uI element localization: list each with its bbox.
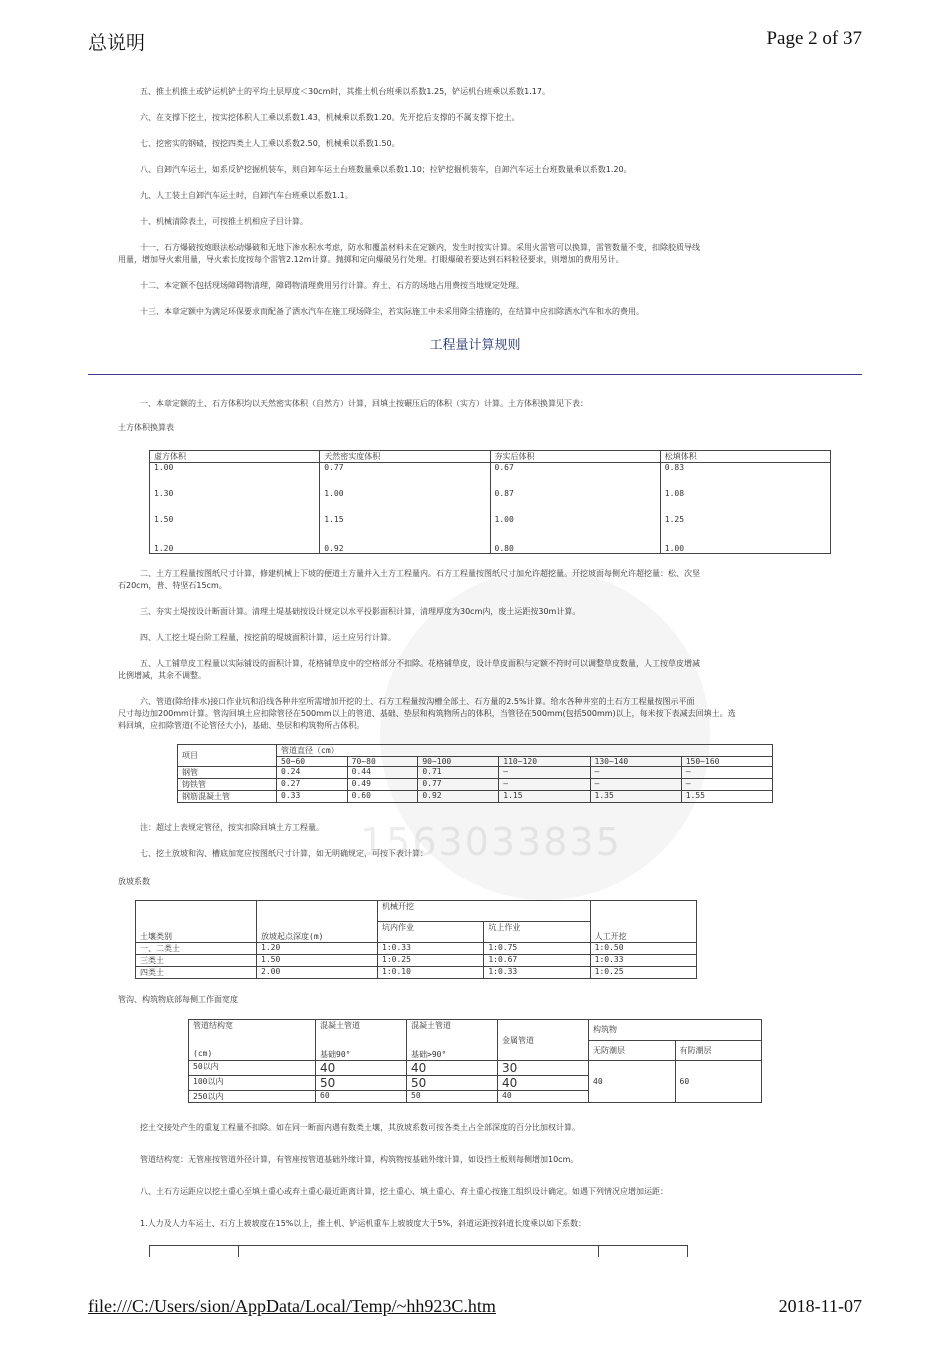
table-cell: 0.80 [490, 541, 660, 554]
table-header: 坑内作业 [378, 922, 484, 943]
para: 十三、本章定额中为满足环保要求而配备了洒水汽车在施工现场降尘，若实际施工中未采用降尘措施的，在结算中应扣除洒水汽车和水的费用。 [140, 307, 644, 316]
table-header: 有防潮层 [675, 1040, 762, 1061]
table-cell: 1:0.50 [590, 943, 696, 955]
table-header: 90~100 [418, 757, 499, 767]
page-number: Page 2 of 37 [766, 28, 862, 49]
table-cell: 100以内 [189, 1076, 316, 1091]
table-header [316, 1020, 407, 1061]
volume-conversion-table [149, 450, 831, 554]
para: 用量，增加导火索用量，导火索长度按每个雷管2.12m计算。抛掷和定向爆破另行处理。打眼爆破若要达到石料粒径要求，则增加的费用另计。 [118, 255, 624, 264]
table-cell: 0.92 [418, 791, 499, 803]
table-border [598, 1245, 599, 1257]
para: 挖土交接处产生的重复工程量不扣除。如在同一断面内遇有数类土壤，其放坡系数可按各类土占全部深度的百分比加权计算。 [140, 1123, 580, 1132]
table-cell: 250以内 [189, 1091, 316, 1103]
table-header: 人工开挖 [590, 901, 696, 943]
table-header: 天然密实度体积 [320, 451, 490, 463]
table-cell: — [499, 767, 590, 779]
para: 五、人工铺草皮工程量以实际铺设的面积计算，花格铺草皮中的空格部分不扣除。花格铺草皮，设计草皮面积与定额不符时可以调整草皮数量，人工按草皮增减 [140, 659, 700, 668]
table-header [189, 1020, 316, 1061]
note: 注：超过上表规定管径，按实扣除回填土方工程量。 [140, 823, 324, 832]
para: 七、挖土放坡和沟、槽底加宽应按图纸尺寸计算，如无明确规定，可按下表计算： [140, 849, 428, 858]
para: 1.人力及人力车运土、石方上坡坡度在15%以上，推土机、铲运机重车上坡坡度大于5%，斜道运距按斜道长度乘以如下系数： [140, 1219, 587, 1228]
table-header: 50~60 [277, 757, 348, 767]
table-cell: 0.67 [490, 463, 660, 490]
table-cell: 0.27 [277, 779, 348, 791]
table-cell: 1.25 [660, 515, 830, 541]
table-cell: 1:0.25 [590, 967, 696, 979]
table-cell: 50 [407, 1076, 498, 1091]
table-border [238, 1245, 239, 1257]
table-header: 130~140 [590, 757, 681, 767]
table-row [136, 955, 697, 967]
file-path-link[interactable]: file:///C:/Users/sion/AppData/Local/Temp/~hh923C.htm [88, 1296, 496, 1316]
table-cell: 1.00 [660, 541, 830, 554]
table-cell: 60 [316, 1091, 407, 1103]
table-header [407, 1020, 498, 1061]
table-cell: 40 [316, 1061, 407, 1076]
table-header: 项目 [178, 745, 277, 767]
table-cell: 1.35 [590, 791, 681, 803]
table-header: 无防潮层 [589, 1040, 676, 1061]
table-cell: 铸铁管 [178, 779, 277, 791]
table-cell: 钢管 [178, 767, 277, 779]
table-cell: 1.00 [150, 463, 320, 490]
table-caption: 土方体积换算表 [118, 423, 174, 432]
table-cell: 0.83 [660, 463, 830, 490]
slope-coefficient-table [135, 900, 697, 979]
table-cell: 0.92 [320, 541, 490, 554]
table-cell: 60 [675, 1061, 762, 1103]
table-header: 构筑物 [589, 1020, 762, 1041]
table-header: 土壤类别 [136, 901, 257, 943]
para: 八、自卸汽车运土，如系反铲挖掘机装车，则自卸车运土台班数量乘以系数1.10；拉铲挖掘机装车，自卸汽车运土台班数量乘以系数1.20。 [140, 165, 632, 174]
table-cell: 0.77 [320, 463, 490, 490]
table-cell: 1:0.67 [484, 955, 590, 967]
table-header: 机械开挖 [378, 901, 591, 922]
table-cell: 1:0.75 [484, 943, 590, 955]
header-line: (cm) [193, 1049, 213, 1058]
table-cell: 50以内 [189, 1061, 316, 1076]
table-cell: 30 [498, 1061, 589, 1076]
table-cell: 四类土 [136, 967, 257, 979]
date: 2018-11-07 [778, 1296, 862, 1316]
table-cell: 三类土 [136, 955, 257, 967]
table-cell: 1.30 [150, 489, 320, 515]
table-cell: — [590, 779, 681, 791]
para: 十、机械清除表土，可按推土机相应子目计算。 [140, 217, 308, 226]
header-line: 基础90° [320, 1050, 351, 1059]
table-cell: 1:0.25 [378, 955, 484, 967]
table-cell: 1.20 [150, 541, 320, 554]
table-caption: 管沟、构筑物底部每侧工作面宽度 [118, 995, 238, 1004]
para: 八、土石方运距应以挖土重心至填土重心或弃土重心最近距离计算，挖土重心、填土重心、弃土重心按施工组织设计确定。如遇下列情况应增加运距： [140, 1187, 668, 1196]
table-cell: 1:0.33 [484, 967, 590, 979]
table-cell: 一、二类土 [136, 943, 257, 955]
table-cell: 1.00 [320, 489, 490, 515]
para: 三、夯实土堤按设计断面计算。清理土堤基础按设计规定以水平投影面积计算，清理厚度为30cm内，废土运距按30m计算。 [140, 607, 581, 616]
table-cell: 钢筋混凝土管 [178, 791, 277, 803]
table-row [178, 779, 773, 791]
header-line: 混凝土管道 [320, 1021, 360, 1030]
table-cell: 50 [316, 1076, 407, 1091]
para: 管道结构宽：无管座按管道外径计算，有管座按管道基础外缘计算，构筑物按基础外缘计算，如设挡土板则每侧增加10cm。 [140, 1155, 579, 1164]
table-row [150, 541, 831, 554]
table-cell: 0.87 [490, 489, 660, 515]
table-cell: — [681, 767, 772, 779]
divider [88, 374, 862, 375]
header-line: 管道结构宽 [193, 1021, 233, 1030]
para: 尺寸每边加200mm计算。管沟回填土应扣除管径在500mm以上的管道、基础、垫层和构筑物所占的体积，当管径在500mm(包括500mm)以上，每米按下表减去回填土。选 [118, 709, 736, 718]
table-header: 放坡起点深度(m) [257, 901, 378, 943]
table-cell: 40 [498, 1076, 589, 1091]
table-border [149, 1245, 150, 1257]
table-cell: 0.24 [277, 767, 348, 779]
table-row [150, 515, 831, 541]
table-cell: 2.00 [257, 967, 378, 979]
para: 十二、本定额不包括现场障碍物清理，障碍物清理费用另行计算。弃土、石方的场地占用费按当地规定处理。 [140, 281, 524, 290]
table-cell: 0.77 [418, 779, 499, 791]
table-cell: 1.55 [681, 791, 772, 803]
table-cell: 1.50 [257, 955, 378, 967]
table-border [687, 1245, 688, 1257]
section-title: 工程量计算规则 [429, 338, 521, 353]
pipe-backfill-table [177, 744, 773, 803]
table-cell: 1.15 [499, 791, 590, 803]
table-row [189, 1061, 762, 1076]
table-top-border [149, 1245, 688, 1246]
table-cell: 1.08 [660, 489, 830, 515]
para: 五、推土机推土或铲运机铲土的平均土层厚度＜30cm时，其推土机台班乘以系数1.25，铲运机台班乘以系数1.17。 [140, 87, 550, 96]
table-row [136, 943, 697, 955]
table-cell: — [681, 779, 772, 791]
table-row [150, 489, 831, 515]
table-cell: 1.50 [150, 515, 320, 541]
table-cell: — [499, 779, 590, 791]
table-cell: 1:0.10 [378, 967, 484, 979]
para: 九、人工装土自卸汽车运土时，自卸汽车台班乘以系数1.1。 [140, 191, 353, 200]
para: 六、管道(除给排水)接口作业坑和沿线各种井室所需增加开挖的土、石方工程量按沟槽全部土、石方量的2.5%计算。给水各种井室的土石方工程量按图示平面 [140, 697, 695, 706]
table-cell: 0.49 [347, 779, 418, 791]
table-cell: 0.71 [418, 767, 499, 779]
para: 比例增减，其余不调整。 [118, 671, 206, 680]
table-cell: — [590, 767, 681, 779]
table-header: 夯实后体积 [490, 451, 660, 463]
para: 七、挖密实的钢碴，按挖四类土人工乘以系数2.50，机械乘以系数1.50。 [140, 139, 400, 148]
para: 六、在支撑下挖土，按实挖体积人工乘以系数1.43，机械乘以系数1.20。先开挖后支撑的不属支撑下挖土。 [140, 113, 520, 122]
table-cell: 1.20 [257, 943, 378, 955]
table-header: 松填体积 [660, 451, 830, 463]
watermark-text: 1563033835 [360, 820, 622, 864]
para: 一、本章定额的土、石方体积均以天然密实体积（自然方）计算，回填土按碾压后的体积（实方）计算。土方体积换算见下表： [140, 399, 588, 408]
table-cell: 40 [498, 1091, 589, 1103]
table-cell: 0.60 [347, 791, 418, 803]
table-row [178, 791, 773, 803]
table-row [136, 967, 697, 979]
para: 料回填，应扣除管道(不论管径大小)，基础、垫层和构筑物所占体积。 [118, 721, 365, 730]
table-cell: 40 [589, 1061, 676, 1103]
table-cell: 1:0.33 [378, 943, 484, 955]
header-line: 混凝土管道 [411, 1021, 451, 1030]
table-header: 金属管道 [498, 1020, 589, 1061]
table-header: 150~160 [681, 757, 772, 767]
table-header: 坑上作业 [484, 922, 590, 943]
table-cell: 40 [407, 1061, 498, 1076]
para: 二、土方工程量按图纸尺寸计算，修建机械上下坡的便道土方量并入土方工程量内。石方工程量按图纸尺寸加允许超挖量。开挖坡面每侧允许超挖量：松、次坚 [140, 569, 700, 578]
para: 十一、石方爆破按炮眼法松动爆破和无地下渗水积水考虑，防水和覆盖材料未在定额内，发生时按实计算。采用火雷管可以换算，雷管数量不变，扣除胶质导线 [140, 243, 700, 252]
table-cell: 50 [407, 1091, 498, 1103]
table-cell: 1.15 [320, 515, 490, 541]
table-caption: 放坡系数 [118, 877, 150, 886]
header-line: 基础>90° [411, 1050, 447, 1059]
para: 石20cm，普、特坚石15cm。 [118, 581, 227, 590]
table-cell: 1:0.33 [590, 955, 696, 967]
table-row [178, 767, 773, 779]
table-cell: 1.00 [490, 515, 660, 541]
table-header: 70~80 [347, 757, 418, 767]
table-header: 虚方体积 [150, 451, 320, 463]
work-surface-width-table [188, 1019, 762, 1103]
table-cell: 0.44 [347, 767, 418, 779]
table-header: 110~120 [499, 757, 590, 767]
table-row [150, 463, 831, 490]
para: 四、人工挖土堤台阶工程量，按挖前的堤坡面积计算，运土应另行计算。 [140, 633, 396, 642]
table-cell: 0.33 [277, 791, 348, 803]
header-title: 总说明 [88, 33, 146, 54]
table-header: 管道直径（cm） [277, 745, 773, 757]
